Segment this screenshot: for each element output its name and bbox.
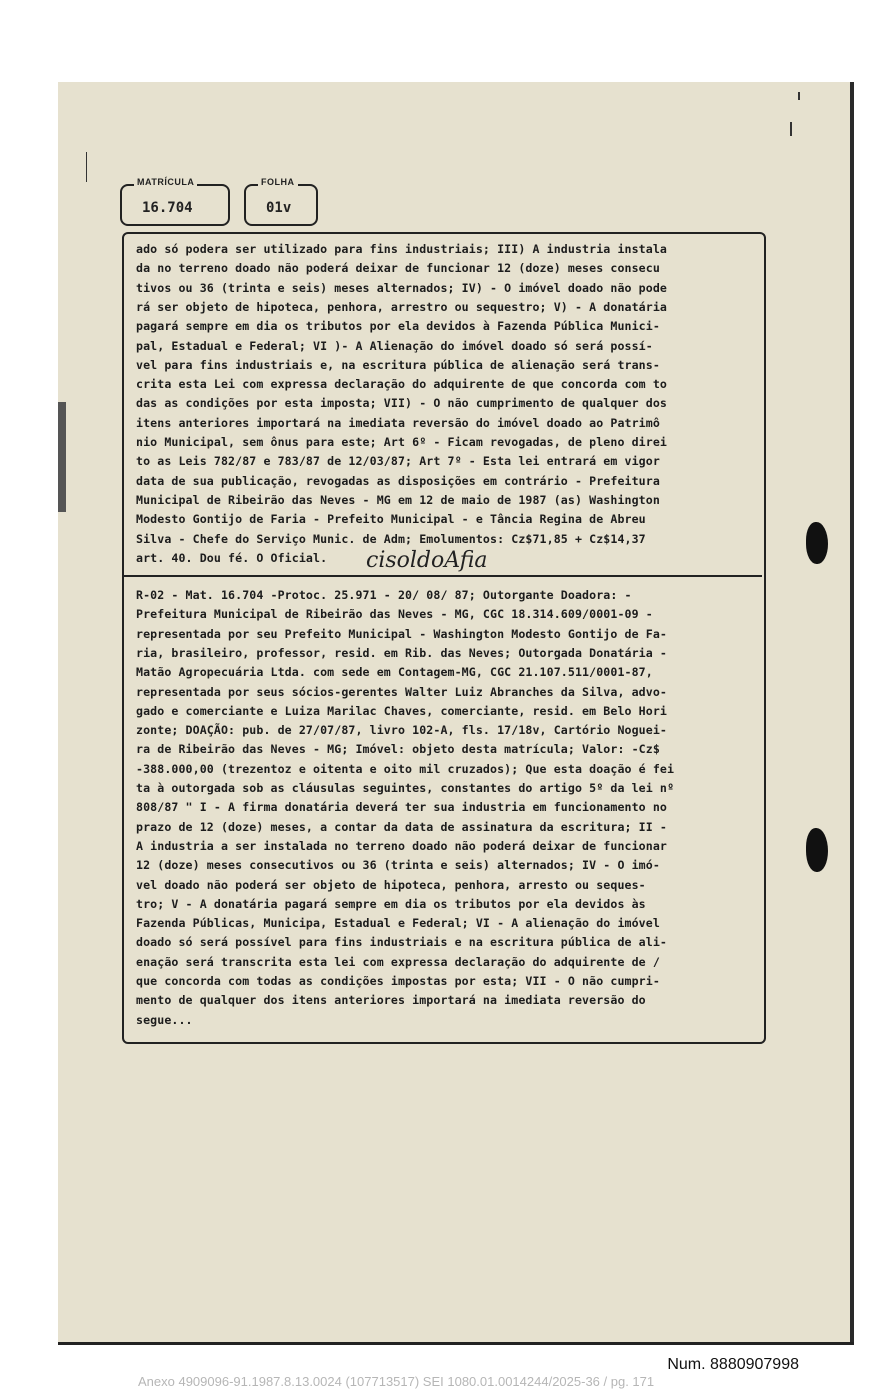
text-line: vel para fins industriais e, na escritura pública de alienação será trans- <box>136 357 660 372</box>
document-page <box>58 82 854 1345</box>
text-line: doado só será possível para fins industriais e na escritura pública de ali- <box>136 935 668 950</box>
text-line: ra de Ribeirão das Neves - MG; Imóvel: objeto desta matrícula; Valor: -Cz$ <box>136 742 660 757</box>
text-line: Matão Agropecuária Ltda. com sede em Contagem-MG, CGC 21.107.511/0001-87, <box>136 665 653 680</box>
text-line: zonte; DOAÇÃO: pub. de 27/07/87, livro 102-A, fls. 17/18v, Cartório Noguei- <box>136 723 668 738</box>
document-number: Num. 8880907998 <box>667 1356 799 1373</box>
page-edge-shadow <box>850 82 854 1342</box>
text-line: nio Municipal, sem ônus para este; Art 6º - Ficam revogadas, de pleno direi <box>136 435 668 449</box>
text-line: enação será transcrita esta lei com expressa declaração do adquirente de / <box>136 954 660 969</box>
text-line: representada por seus sócios-gerentes Walter Luiz Abranches da Silva, advo- <box>136 684 668 699</box>
text-line: rá ser objeto de hipoteca, penhora, arrestro ou sequestro; V) - A donatária <box>136 299 668 314</box>
text-line: prazo de 12 (doze) meses, a contar da data de assinatura da escritura; II - <box>136 819 668 834</box>
text-line: Silva - Chefe do Serviço Munic. de Adm; Emolumentos: Cz$71,85 + Cz$14,37 <box>136 531 646 546</box>
matricula-box <box>120 177 230 226</box>
text-line: vel doado não poderá ser objeto de hipoteca, penhora, arresto ou seques- <box>136 877 646 892</box>
document-reference: Anexo 4909096-91.1987.8.13.0024 (107713517) SEI 1080.01.0014244/2025-36 / pg. 171 <box>138 1374 655 1389</box>
scan-mark <box>798 92 800 100</box>
text-line: itens anteriores importará na imediata reversão do imóvel doado ao Patrimô <box>136 415 660 430</box>
ink-blot <box>806 522 828 564</box>
text-line: segue... <box>136 1012 193 1027</box>
text-line: -388.000,00 (trezentoz e oitenta e oito mil cruzados); Que esta doação é fei <box>136 761 675 776</box>
text-line: gado e comerciante e Luiza Marilac Chaves, comerciante, resid. em Belo Hori <box>136 703 668 718</box>
text-line: da no terreno doado não poderá deixar de funcionar 12 (doze) meses consecu <box>136 261 660 276</box>
text-line: tivos ou 36 (trinta e seis) meses alternados; IV) - O imóvel doado não pode <box>136 280 668 295</box>
text-line: 12 (doze) meses consecutivos ou 36 (trinta e seis) alternados; IV - O imó- <box>136 858 660 873</box>
text-line: mento de qualquer dos itens anteriores importará na imediata reversão do <box>136 993 646 1008</box>
text-line: to as Leis 782/87 e 783/87 de 12/03/87; Art 7º - Esta lei entrará em vigor <box>136 454 660 469</box>
text-line: Fazenda Públicas, Municipa, Estadual e Federal; VI - A alienação do imóvel <box>136 916 660 931</box>
matricula-label: MATRÍCULA <box>134 177 197 187</box>
text-line: ado só podera ser utilizado para fins industriais; III) A industria instala <box>136 242 668 256</box>
text-line: art. 40. Dou fé. O Oficial. <box>136 550 328 565</box>
folha-box <box>244 177 318 226</box>
text-line: A industria a ser instalada no terreno doado não poderá deixar de funcionar <box>136 838 668 853</box>
text-line: que concorda com todas as condições impostas por esta; VII - O não cumpri- <box>136 974 660 988</box>
matricula-value: 16.704 <box>142 200 193 216</box>
text-line: Modesto Gontijo de Faria - Prefeito Municipal - e Tância Regina de Abreu <box>136 512 646 527</box>
text-line: data de sua publicação, revogadas as disposições em contrário - Prefeitura <box>136 473 660 488</box>
text-line: pagará sempre em dia os tributos por ela devidos à Fazenda Pública Munici- <box>136 319 660 334</box>
text-line: das as condições por esta imposta; VII) - O não cumprimento de qualquer dos <box>136 396 668 411</box>
text-line: R-02 - Mat. 16.704 -Protoc. 25.971 - 20/ 08/ 87; Outorgante Doadora: - <box>136 588 632 602</box>
entry-divider <box>122 575 762 577</box>
folha-value: 01v <box>266 200 292 216</box>
text-line: Prefeitura Municipal de Ribeirão das Neves - MG, CGC 18.314.609/0001-09 - <box>136 607 653 622</box>
text-line: representada por seu Prefeito Municipal - Washington Modesto Gontijo de Fa- <box>136 626 668 641</box>
text-line: Municipal de Ribeirão das Neves - MG em 12 de maio de 1987 (as) Washington <box>136 492 660 507</box>
text-line: pal, Estadual e Federal; VI )- A Alienação do imóvel doado só será possí- <box>136 338 653 353</box>
text-line: crita esta Lei com expressa declaração do adquirente de que concorda com to <box>136 377 668 392</box>
text-line: ria, brasileiro, professor, resid. em Rib. das Neves; Outorgada Donatária - <box>136 645 668 660</box>
folha-label: FOLHA <box>258 177 298 187</box>
scan-mark <box>790 122 792 136</box>
text-line: tro; V - A donatária pagará sempre em dia os tributos por ela devidos às <box>136 896 646 911</box>
text-line: 808/87 " I - A firma donatária deverá ter sua industria em funcionamento no <box>136 800 668 815</box>
text-line: ta à outorgada sob as cláusulas seguintes, constantes do artigo 5º da lei nº <box>136 781 675 795</box>
ink-blot <box>806 828 828 872</box>
scan-mark <box>86 152 87 182</box>
official-signature: cisoldoAfia <box>366 548 488 573</box>
scan-artifact <box>58 402 66 512</box>
